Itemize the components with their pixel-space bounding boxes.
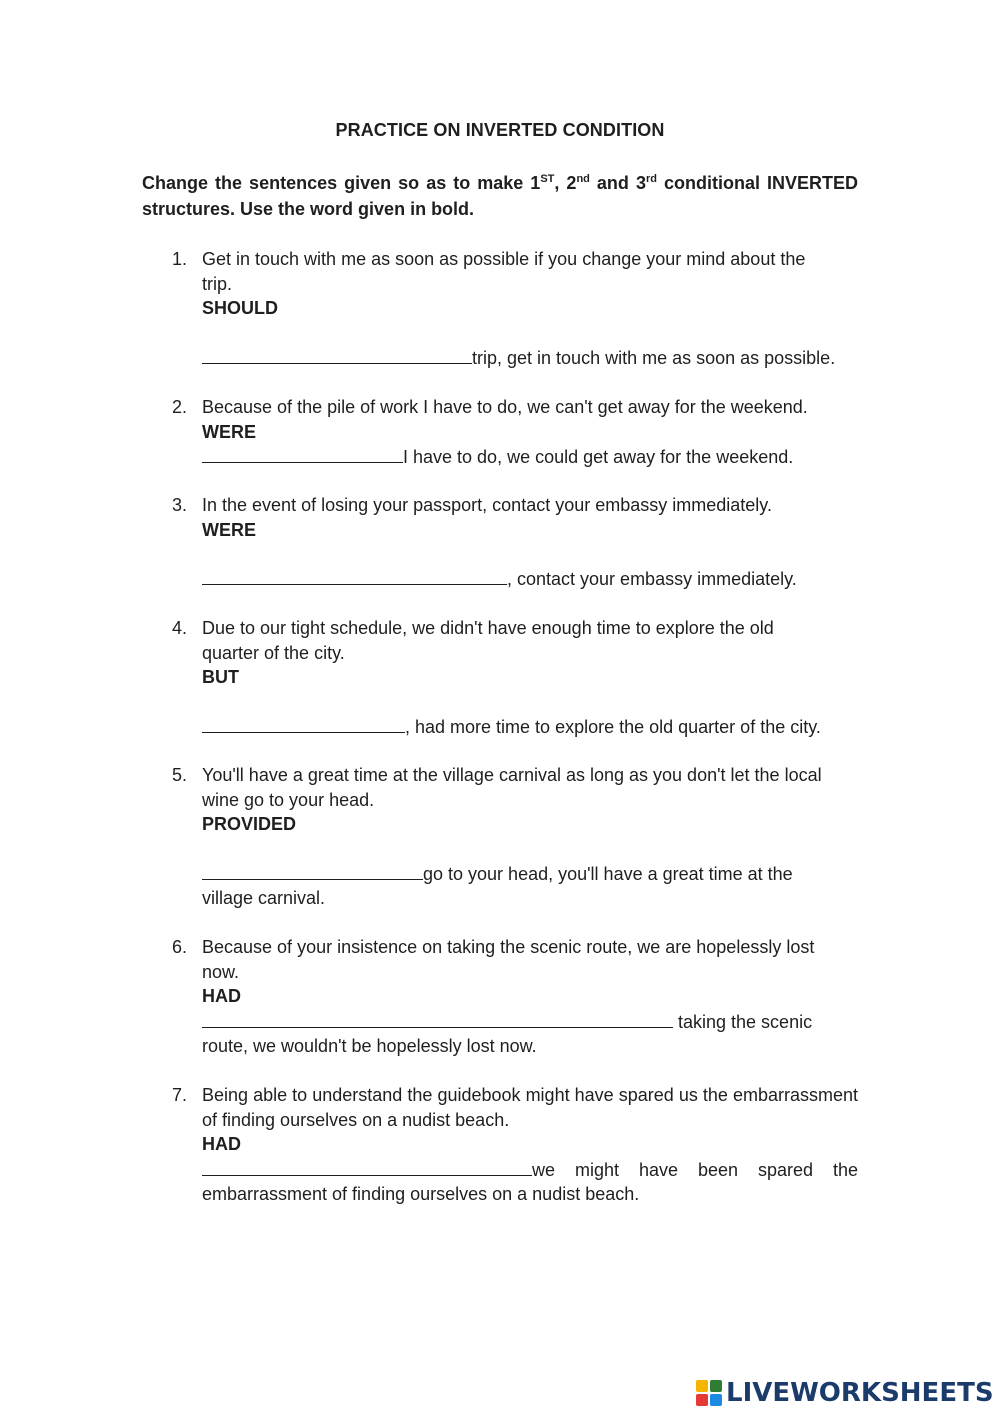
item-keyword: BUT	[202, 667, 239, 687]
exercise-item-3	[172, 493, 858, 592]
instructions	[142, 170, 858, 222]
logo-mark-icon	[696, 1380, 722, 1406]
item-sentence: Because of the pile of work I have to do, we can't get away for the weekend.	[202, 397, 808, 417]
logo-square	[696, 1380, 708, 1392]
instructions-text: , 2	[554, 173, 577, 193]
item-keyword: HAD	[202, 1134, 241, 1154]
item-keyword: PROVIDED	[202, 814, 297, 834]
exercise-item-5	[172, 763, 858, 911]
item-keyword: WERE	[202, 519, 256, 540]
answer-text-continued: village carnival.	[202, 888, 326, 908]
instructions-text: and 3	[589, 173, 646, 193]
item-number: 5.	[172, 765, 188, 785]
item-sentence: Get in touch with me as soon as possible if you change your mind about the trip.	[202, 249, 806, 294]
answer-line	[202, 1157, 858, 1183]
answer-text: , had more time to explore the old quarter of the city.	[405, 716, 821, 737]
superscript-st: ST	[540, 173, 555, 185]
answer-line	[202, 566, 858, 592]
answer-line	[202, 1009, 858, 1035]
item-number: 7.	[172, 1085, 188, 1105]
answer-text: go to your head, you'll have a great time at the	[423, 863, 793, 884]
item-keyword: HAD	[202, 986, 241, 1006]
answer-text: taking the scenic	[673, 1011, 813, 1032]
item-sentence: Being able to understand the guidebook might have spared us the embarrassment of finding ourselves on a nudist beach.	[202, 1085, 858, 1130]
item-number: 3.	[172, 495, 188, 515]
answer-blank-input[interactable]	[202, 566, 507, 585]
answer-text-continued: route, we wouldn't be hopelessly lost now.	[202, 1036, 537, 1056]
item-sentence: Due to our tight schedule, we didn't have enough time to explore the old quarter of the city.	[202, 618, 774, 663]
exercise-item-4	[172, 616, 858, 739]
item-sentence: Because of your insistence on taking the scenic route, we are hopelessly lost now.	[202, 937, 815, 982]
liveworksheets-logo	[696, 1376, 994, 1410]
item-number: 6.	[172, 937, 188, 957]
answer-blank-input[interactable]	[202, 345, 472, 364]
item-number: 1.	[172, 249, 188, 269]
superscript-nd: nd	[576, 173, 590, 185]
logo-square	[696, 1394, 708, 1406]
answer-line	[202, 714, 858, 740]
item-keyword: WERE	[202, 421, 256, 442]
answer-blank-input[interactable]	[202, 444, 403, 463]
answer-line	[202, 861, 858, 887]
superscript-rd: rd	[645, 173, 657, 185]
exercise-item-6	[172, 935, 858, 1059]
exercise-item-2	[172, 395, 858, 470]
answer-blank-input[interactable]	[202, 1157, 532, 1176]
instructions-text: conditional INVERTED structures. Use the word given in bold.	[142, 173, 859, 219]
answer-text: , contact your embassy immediately.	[507, 569, 797, 589]
answer-blank-input[interactable]	[202, 861, 423, 880]
item-sentence-line	[202, 1083, 858, 1132]
answer-blank-input[interactable]	[202, 1009, 673, 1028]
item-number: 4.	[172, 618, 188, 638]
exercise-item-7	[172, 1083, 858, 1207]
logo-square	[710, 1380, 722, 1392]
answer-text: we might have been spared the	[532, 1159, 858, 1180]
item-sentence: In the event of losing your passport, contact your embassy immediately.	[202, 495, 772, 515]
answer-text-continued: embarrassment of finding ourselves on a nudist beach.	[202, 1184, 640, 1204]
answer-text: trip, get in touch with me as soon as possible.	[472, 347, 836, 368]
answer-line	[202, 444, 858, 470]
item-number: 2.	[172, 397, 188, 417]
logo-square	[710, 1394, 722, 1406]
item-keyword: SHOULD	[202, 298, 278, 318]
answer-blank-input[interactable]	[202, 714, 405, 733]
item-sentence: You'll have a great time at the village carnival as long as you don't let the local wine go to your head.	[202, 765, 822, 810]
answer-line	[202, 345, 858, 371]
instructions-text: Change the sentences given so as to make 1	[142, 173, 541, 193]
logo-text: LIVEWORKSHEETS	[726, 1378, 994, 1408]
answer-text: I have to do, we could get away for the weekend.	[403, 447, 794, 467]
exercise-item-1	[172, 247, 858, 370]
worksheet-title: PRACTICE ON INVERTED CONDITION	[335, 120, 665, 140]
